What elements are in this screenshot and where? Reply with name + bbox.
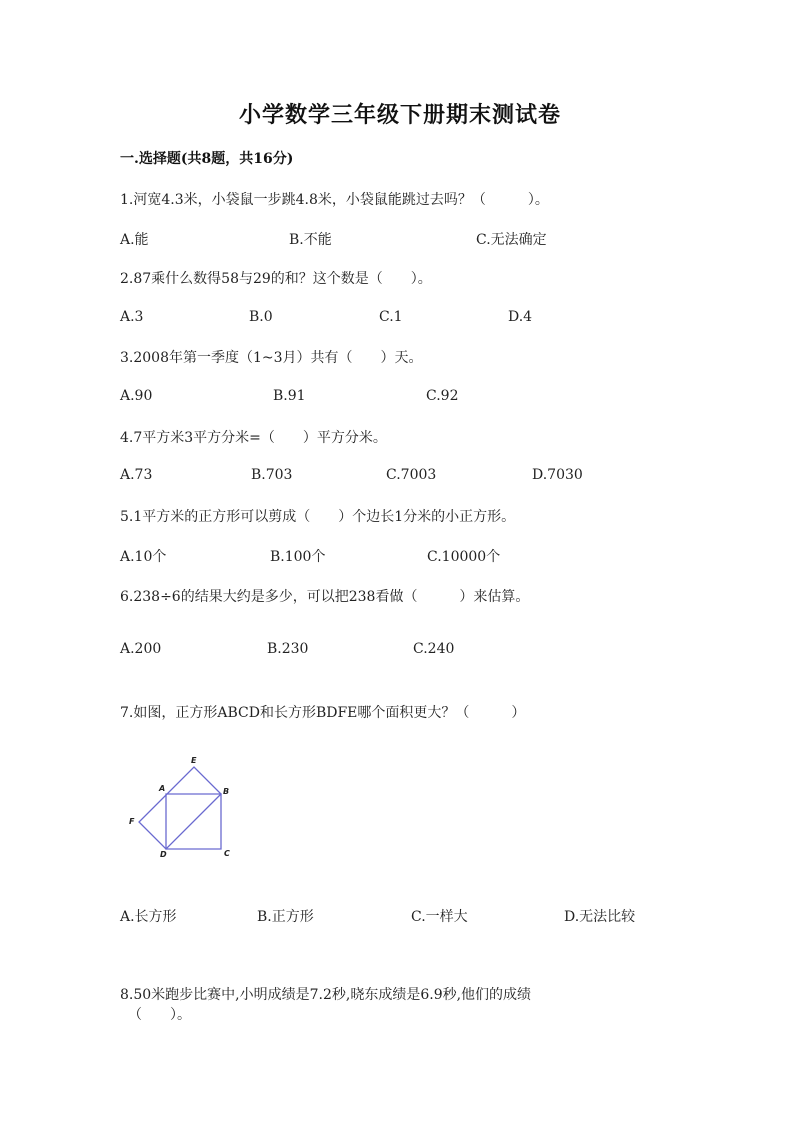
- q1-option-a: A.能: [120, 232, 149, 248]
- question-5: 5.1平方米的正方形可以剪成（ ）个边长1分米的小正方形。: [120, 509, 516, 525]
- question-2: 2.87乘什么数得58与29的和？这个数是（ ）。: [120, 271, 432, 287]
- q5-option-c: C.10000个: [427, 549, 501, 565]
- point-label-d: D: [160, 850, 167, 859]
- q7-option-b: B.正方形: [257, 909, 314, 925]
- q3-option-a: A.90: [120, 388, 153, 404]
- q1-option-c: C.无法确定: [476, 232, 547, 248]
- q5-option-b: B.100个: [270, 549, 326, 565]
- point-label-c: C: [224, 849, 230, 858]
- point-label-a: A: [159, 784, 166, 793]
- geometry-figure: [125, 752, 245, 862]
- q6-option-b: B.230: [267, 641, 309, 657]
- q4-option-c: C.7003: [386, 467, 437, 483]
- q7-option-c: C.一样大: [411, 909, 468, 925]
- q4-option-a: A.73: [120, 467, 153, 483]
- question-7: 7.如图，正方形ABCD和长方形BDFE哪个面积更大？（ ）: [120, 705, 526, 721]
- question-4: 4.7平方米3平方分米=（ ）平方分米。: [120, 430, 387, 446]
- q3-option-b: B.91: [273, 388, 306, 404]
- question-1: 1.河宽4.3米，小袋鼠一步跳4.8米，小袋鼠能跳过去吗？（ ）。: [120, 192, 549, 208]
- rectangle-bdfe: [139, 767, 221, 849]
- q2-option-c: C.1: [379, 309, 403, 325]
- point-label-e: E: [191, 756, 197, 765]
- q6-option-c: C.240: [413, 641, 455, 657]
- q4-option-b: B.703: [251, 467, 293, 483]
- q7-option-d: D.无法比较: [564, 909, 636, 925]
- q1-option-b: B.不能: [289, 232, 332, 248]
- q3-option-c: C.92: [426, 388, 459, 404]
- question-6: 6.238÷6的结果大约是多少，可以把238看做（ ）来估算。: [120, 589, 530, 605]
- q7-option-a: A.长方形: [120, 909, 177, 925]
- q4-option-d: D.7030: [532, 467, 583, 483]
- section-heading: 一.选择题(共8题，共16分): [120, 151, 294, 167]
- q2-option-b: B.0: [249, 309, 273, 325]
- page-title: 小学数学三年级下册期末测试卷: [238, 102, 561, 128]
- q2-option-a: A.3: [120, 309, 144, 325]
- point-label-f: F: [129, 817, 135, 826]
- question-8-line2: （ ）。: [128, 1007, 191, 1023]
- point-label-b: B: [223, 787, 230, 796]
- question-8: 8.50米跑步比赛中,小明成绩是7.2秒,晓东成绩是6.9秒,他们的成绩: [120, 987, 532, 1003]
- q5-option-a: A.10个: [120, 549, 167, 565]
- question-3: 3.2008年第一季度（1~3月）共有（ ）天。: [120, 350, 423, 366]
- q2-option-d: D.4: [508, 309, 533, 325]
- figure-lines: [139, 767, 221, 849]
- q6-option-a: A.200: [120, 641, 162, 657]
